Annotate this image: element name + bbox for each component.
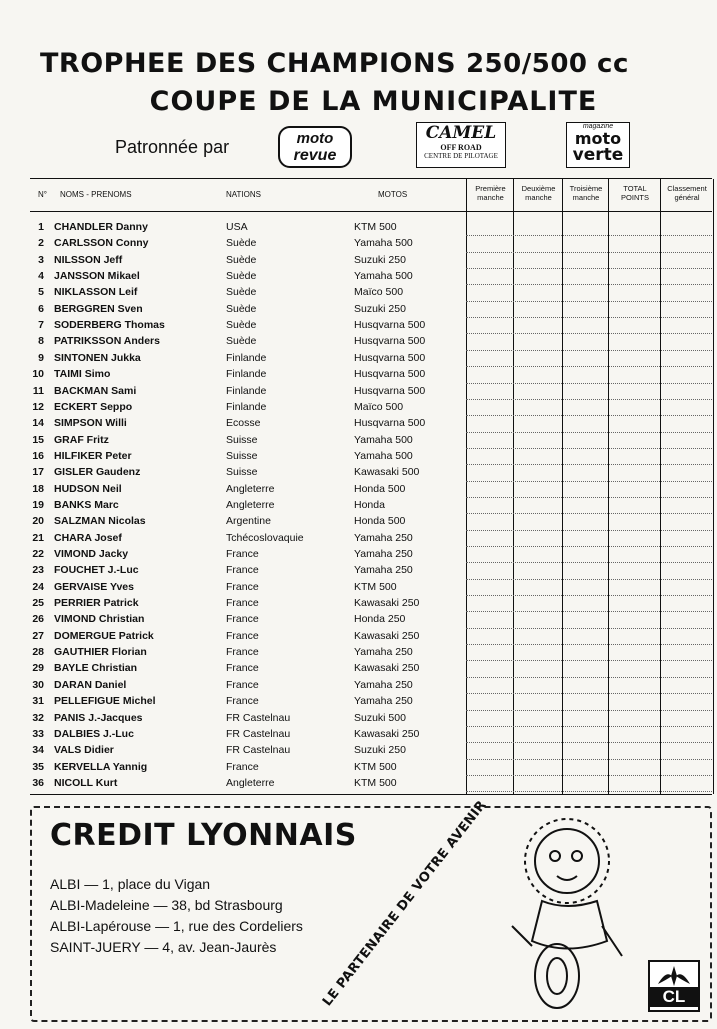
score-row-line xyxy=(466,333,712,334)
table-row xyxy=(30,728,466,744)
table-row xyxy=(30,466,466,482)
rider-nation: France xyxy=(226,564,259,577)
moto-revue-line2: revue xyxy=(293,147,337,164)
score-row-line xyxy=(466,759,712,760)
rider-moto: Suzuki 250 xyxy=(354,744,406,757)
rider-number: 17 xyxy=(32,466,44,479)
rider-name: BERGGREN Sven xyxy=(54,302,143,315)
rider-name: DALBIES J.-Luc xyxy=(54,727,134,740)
rider-nation: Suède xyxy=(226,270,257,283)
rider-nation: FR Castelnau xyxy=(226,744,291,757)
rider-number: 33 xyxy=(32,727,44,740)
score-row-line xyxy=(466,546,712,547)
rider-name: BANKS Marc xyxy=(54,498,119,511)
rider-name: CARLSSON Conny xyxy=(54,237,149,250)
rider-moto: Honda 500 xyxy=(354,515,406,528)
rider-nation: Suède xyxy=(226,302,257,315)
rider-moto: Husqvarna 500 xyxy=(354,335,426,348)
lion-motorcycle-illustration xyxy=(472,816,652,1016)
rider-nation: Tchécoslovaquie xyxy=(226,531,304,544)
rider-number: 27 xyxy=(32,629,44,642)
table-row xyxy=(30,385,466,401)
rider-name: SODERBERG Thomas xyxy=(54,319,165,332)
table-row xyxy=(30,335,466,351)
rider-moto: Yamaha 500 xyxy=(354,237,413,250)
rider-moto: Yamaha 500 xyxy=(354,433,413,446)
ad-title: CREDIT LYONNAIS xyxy=(50,818,357,853)
rider-number: 26 xyxy=(32,613,44,626)
rider-moto: Yamaha 250 xyxy=(354,695,413,708)
score-row-line xyxy=(466,628,712,629)
ad-address: SAINT-JUERY — 4, av. Jean-Jaurès xyxy=(50,939,277,955)
rider-number: 36 xyxy=(32,776,44,789)
moto-revue-line1: moto xyxy=(296,130,334,147)
rider-nation: Finlande xyxy=(226,368,267,381)
rider-moto: Yamaha 500 xyxy=(354,270,413,283)
rider-number: 21 xyxy=(32,531,44,544)
rider-moto: KTM 500 xyxy=(354,221,397,233)
rider-moto: KTM 500 xyxy=(354,760,397,773)
rider-moto: Yamaha 250 xyxy=(354,548,413,560)
moto-verte-line3: verte xyxy=(572,145,624,165)
rider-name: PELLEFIGUE Michel xyxy=(54,695,156,708)
rider-number: 7 xyxy=(38,319,44,332)
rider-name: JANSSON Mikael xyxy=(54,270,140,283)
rider-number: 9 xyxy=(38,351,44,364)
rider-nation: France xyxy=(226,629,259,642)
rider-number: 5 xyxy=(38,286,44,299)
table-row xyxy=(30,532,466,548)
rider-nation: France xyxy=(226,548,259,560)
rider-nation: FR Castelnau xyxy=(226,711,291,724)
rider-nation: Suède xyxy=(226,253,257,266)
table-row xyxy=(30,679,466,695)
score-row-line xyxy=(466,481,712,482)
rider-number: 20 xyxy=(32,515,44,528)
rider-name: DARAN Daniel xyxy=(54,678,127,691)
score-row-line xyxy=(466,497,712,498)
score-row-line xyxy=(466,252,712,253)
cl-logo-text: CL xyxy=(650,987,698,1007)
score-row-line xyxy=(466,284,712,285)
rider-moto: Yamaha 250 xyxy=(354,564,413,577)
table-row xyxy=(30,515,466,531)
score-row-line xyxy=(466,742,712,743)
score-row-line xyxy=(466,317,712,318)
title-line1: TROPHEE DES CHAMPIONS xyxy=(40,48,457,79)
rider-number: 16 xyxy=(32,449,44,462)
table-row xyxy=(30,450,466,466)
score-row-line xyxy=(466,268,712,269)
col-classement xyxy=(660,179,714,794)
rider-moto: Honda 250 xyxy=(354,613,406,626)
ad-address: ALBI — 1, place du Vigan xyxy=(50,876,211,892)
col-total-header: TOTAL POINTS xyxy=(621,184,649,202)
rider-number: 31 xyxy=(32,695,44,708)
col-m3 xyxy=(562,179,609,794)
rider-number: 14 xyxy=(32,417,44,430)
rider-name: PATRIKSSON Anders xyxy=(54,335,160,348)
moto-verte-line2: moto xyxy=(574,129,622,148)
col-m2-header: Deuxième manche xyxy=(521,184,556,202)
rider-name: NICOLL Kurt xyxy=(54,776,118,789)
score-row-line xyxy=(466,595,712,596)
rider-name: GAUTHIER Florian xyxy=(54,646,147,659)
rider-name: PERRIER Patrick xyxy=(54,597,139,610)
riders-table xyxy=(30,178,712,795)
rider-moto: KTM 500 xyxy=(354,776,397,789)
score-row-line xyxy=(466,415,712,416)
table-row xyxy=(30,548,466,564)
page-subtitle: COUPE DE LA MUNICIPALITE xyxy=(149,86,598,117)
rider-nation: Ecosse xyxy=(226,417,261,430)
table-row xyxy=(30,352,466,368)
col-moto-header: MOTOS xyxy=(378,190,408,199)
score-row-line xyxy=(466,513,712,514)
rider-moto: Husqvarna 500 xyxy=(354,368,426,381)
rider-number: 18 xyxy=(32,482,44,495)
table-row xyxy=(30,221,466,237)
rider-nation: Suède xyxy=(226,286,257,299)
rider-moto: Yamaha 250 xyxy=(354,646,413,659)
title-cc: 250/500 cc xyxy=(465,49,629,79)
col-total xyxy=(608,179,661,794)
rider-moto: Husqvarna 500 xyxy=(354,351,426,364)
rider-moto: Husqvarna 500 xyxy=(354,384,426,397)
rider-name: VIMOND Christian xyxy=(54,613,145,626)
table-row xyxy=(30,613,466,629)
score-row-line xyxy=(466,791,712,792)
rider-name: NILSSON Jeff xyxy=(54,253,123,266)
score-row-line xyxy=(466,693,712,694)
rider-number: 19 xyxy=(32,498,44,511)
rider-name: DOMERGUE Patrick xyxy=(54,629,154,642)
rider-number: 8 xyxy=(38,335,44,348)
ad-slogan: LE PARTENAIRE DE VOTRE AVENIR xyxy=(320,797,490,1010)
rider-nation: France xyxy=(226,613,259,626)
rider-nation: Suède xyxy=(226,335,257,348)
rider-moto: Honda xyxy=(354,498,385,511)
table-row xyxy=(30,483,466,499)
score-row-line xyxy=(466,611,712,612)
rider-number: 24 xyxy=(32,580,44,593)
rider-name: HUDSON Neil xyxy=(54,482,122,495)
rider-moto: Husqvarna 500 xyxy=(354,319,426,332)
rider-moto: Husqvarna 500 xyxy=(354,417,426,430)
table-row xyxy=(30,368,466,384)
rider-moto: Maïco 500 xyxy=(354,286,404,299)
table-row xyxy=(30,254,466,270)
rider-name: BACKMAN Sami xyxy=(54,384,137,397)
score-row-line xyxy=(466,432,712,433)
table-row xyxy=(30,303,466,319)
rider-nation: Suisse xyxy=(226,449,258,462)
moto-revue-logo xyxy=(278,126,352,168)
table-row xyxy=(30,695,466,711)
rider-name: NIKLASSON Leif xyxy=(54,286,138,299)
table-row xyxy=(30,319,466,335)
moto-verte-logo xyxy=(566,122,630,168)
table-row xyxy=(30,286,466,302)
rider-name: BAYLE Christian xyxy=(54,662,138,675)
rider-moto: Suzuki 500 xyxy=(354,711,406,724)
score-row-line xyxy=(466,644,712,645)
rider-number: 10 xyxy=(32,368,44,381)
rider-name: TAIMI Simo xyxy=(54,368,111,381)
rider-moto: Suzuki 250 xyxy=(354,302,406,315)
score-row-line xyxy=(466,710,712,711)
rider-nation: Angleterre xyxy=(226,482,275,495)
rider-moto: Kawasaki 250 xyxy=(354,727,420,740)
table-row xyxy=(30,564,466,580)
camel-logo xyxy=(416,122,506,168)
score-row-line xyxy=(466,383,712,384)
score-row-line xyxy=(466,350,712,351)
rider-nation: Finlande xyxy=(226,351,267,364)
score-row-line xyxy=(466,235,712,236)
rider-name: ECKERT Seppo xyxy=(54,400,133,413)
table-row xyxy=(30,744,466,760)
score-row-line xyxy=(466,366,712,367)
table-row xyxy=(30,401,466,417)
score-row-line xyxy=(466,660,712,661)
credit-lyonnais-logo xyxy=(648,960,700,1012)
rider-number: 4 xyxy=(38,270,44,283)
table-row xyxy=(30,646,466,662)
col-name-header: NOMS - PRENOMS xyxy=(60,190,132,199)
rider-moto: Kawasaki 250 xyxy=(354,629,420,642)
rider-moto: Yamaha 500 xyxy=(354,449,413,462)
rider-moto: Kawasaki 250 xyxy=(354,662,420,675)
rider-number: 22 xyxy=(32,548,44,560)
table-row xyxy=(30,237,466,253)
table-row xyxy=(30,434,466,450)
col-no-header: N° xyxy=(38,190,47,199)
rider-nation: USA xyxy=(226,221,248,233)
rider-name: GRAF Fritz xyxy=(54,433,109,446)
col-m1 xyxy=(466,179,514,794)
rider-moto: Maïco 500 xyxy=(354,400,404,413)
rider-name: CHARA Josef xyxy=(54,531,122,544)
rider-name: KERVELLA Yannig xyxy=(54,760,148,773)
col-nation-header: NATIONS xyxy=(226,190,261,199)
rider-nation: Suisse xyxy=(226,433,258,446)
ad-address: ALBI-Madeleine — 38, bd Strasbourg xyxy=(50,897,283,913)
rider-nation: France xyxy=(226,580,259,593)
rider-number: 35 xyxy=(32,760,44,773)
rider-moto: Honda 500 xyxy=(354,482,406,495)
rider-number: 12 xyxy=(32,400,44,413)
rider-number: 23 xyxy=(32,564,44,577)
rider-nation: France xyxy=(226,695,259,708)
score-row-line xyxy=(466,726,712,727)
col-m1-header: Première manche xyxy=(475,184,506,202)
camel-logo-centre: CENTRE DE PILOTAGE xyxy=(424,152,498,160)
rider-number: 11 xyxy=(32,384,44,397)
rider-number: 3 xyxy=(38,253,44,266)
rider-name: SIMPSON Willi xyxy=(54,417,127,430)
rider-nation: Angleterre xyxy=(226,776,275,789)
moto-verte-line1: magazine xyxy=(582,123,614,130)
page-title xyxy=(40,48,680,79)
rider-number: 1 xyxy=(38,221,44,233)
col-classement-header: Classement général xyxy=(667,184,707,202)
rider-name: FOUCHET J.-Luc xyxy=(54,564,139,577)
rider-nation: France xyxy=(226,597,259,610)
rider-name: VALS Didier xyxy=(54,744,114,757)
rider-nation: Suède xyxy=(226,237,257,250)
rider-nation: Angleterre xyxy=(226,498,275,511)
col-m2 xyxy=(513,179,563,794)
table-row xyxy=(30,499,466,515)
rider-nation: Argentine xyxy=(226,515,271,528)
rider-nation: Finlande xyxy=(226,384,267,397)
rider-nation: FR Castelnau xyxy=(226,727,291,740)
rider-number: 6 xyxy=(38,302,44,315)
rider-number: 15 xyxy=(32,433,44,446)
table-row xyxy=(30,270,466,286)
rider-number: 25 xyxy=(32,597,44,610)
rider-number: 28 xyxy=(32,646,44,659)
rider-nation: Finlande xyxy=(226,400,267,413)
rider-moto: Yamaha 250 xyxy=(354,678,413,691)
rider-moto: Kawasaki 500 xyxy=(354,466,420,479)
score-row-line xyxy=(466,677,712,678)
rider-moto: KTM 500 xyxy=(354,580,397,593)
table-row xyxy=(30,597,466,613)
rider-number: 30 xyxy=(32,678,44,691)
table-row xyxy=(30,777,466,793)
rider-nation: France xyxy=(226,678,259,691)
rider-number: 34 xyxy=(32,744,44,757)
table-row xyxy=(30,662,466,678)
table-row xyxy=(30,630,466,646)
rider-name: GISLER Gaudenz xyxy=(54,466,141,479)
rider-name: CHANDLER Danny xyxy=(54,221,148,233)
table-row xyxy=(30,761,466,777)
rider-nation: France xyxy=(226,646,259,659)
camel-logo-offroad: OFF ROAD xyxy=(440,143,482,152)
rider-number: 32 xyxy=(32,711,44,724)
rider-name: GERVAISE Yves xyxy=(54,580,134,593)
rider-name: HILFIKER Peter xyxy=(54,449,132,462)
score-row-line xyxy=(466,448,712,449)
rider-moto: Suzuki 250 xyxy=(354,253,406,266)
rider-number: 2 xyxy=(38,237,44,250)
rider-nation: Suisse xyxy=(226,466,258,479)
score-row-line xyxy=(466,562,712,563)
rider-moto: Yamaha 250 xyxy=(354,531,413,544)
rider-moto: Kawasaki 250 xyxy=(354,597,420,610)
rider-nation: France xyxy=(226,662,259,675)
rider-nation: France xyxy=(226,760,259,773)
table-row xyxy=(30,581,466,597)
score-row-line xyxy=(466,579,712,580)
table-row xyxy=(30,417,466,433)
camel-logo-name: CAMEL xyxy=(425,123,497,143)
ad-address: ALBI-Lapérouse — 1, rue des Cordeliers xyxy=(50,918,303,934)
score-row-line xyxy=(466,464,712,465)
credit-lyonnais-ad xyxy=(30,806,712,1022)
rider-name: VIMOND Jacky xyxy=(54,548,129,560)
rider-number: 29 xyxy=(32,662,44,675)
patron-label: Patronnée par xyxy=(115,137,230,157)
rider-name: SINTONEN Jukka xyxy=(54,351,141,364)
score-row-line xyxy=(466,530,712,531)
rider-nation: Suède xyxy=(226,319,257,332)
table-row xyxy=(30,712,466,728)
rider-name: SALZMAN Nicolas xyxy=(54,515,146,528)
rider-name: PANIS J.-Jacques xyxy=(54,711,143,724)
score-row-line xyxy=(466,399,712,400)
col-m3-header: Troisième manche xyxy=(569,184,603,202)
score-row-line xyxy=(466,301,712,302)
